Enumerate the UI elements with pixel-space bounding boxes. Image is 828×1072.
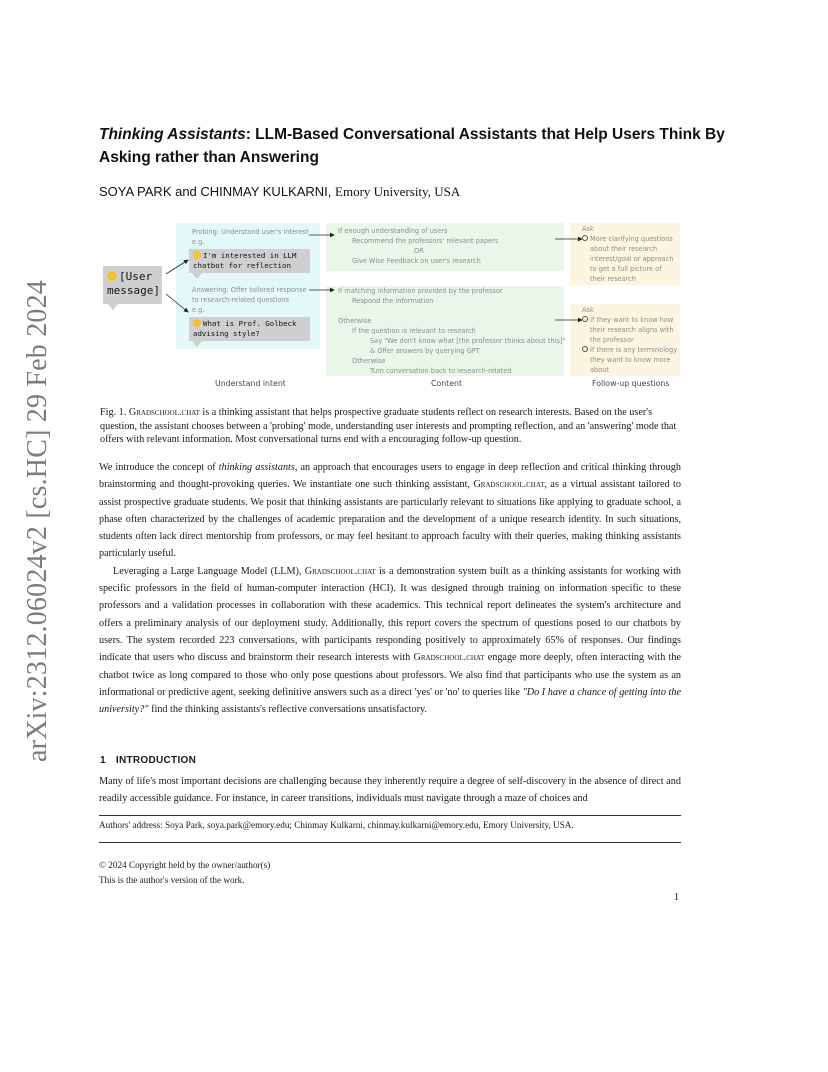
arrow-to-answering — [166, 294, 188, 312]
bullet-icon — [582, 346, 588, 352]
bullet-icon — [582, 316, 588, 322]
section-number: 1 — [100, 755, 106, 766]
arxiv-stamp — [18, 279, 58, 763]
content-b1-4: Give Wise Feedback on user's research — [352, 257, 481, 265]
probing-bubble-tail — [192, 273, 202, 279]
figure-caption — [100, 406, 680, 447]
followup-item-3-line-3: about — [590, 366, 610, 374]
smile-emoji-icon — [193, 251, 201, 259]
followup-item-1-line-3: interest/goal or approach — [590, 255, 674, 263]
followup-ask-2: Ask — [582, 306, 594, 314]
paper-title — [99, 123, 739, 169]
section-heading — [100, 755, 196, 766]
intro-paragraph — [99, 773, 681, 808]
title-rest: : LLM-Based Conversational Assistants that Help Users Think By Asking rather than Answering — [99, 126, 725, 166]
followup-ask-1: Ask — [582, 225, 594, 233]
probing-example-bubble — [189, 249, 310, 273]
user-message-line-1: [User — [119, 270, 153, 283]
followup-item-2-line-1: If they want to know how — [582, 315, 673, 325]
followup-item-1-line-4: to get a full picture of — [590, 265, 662, 273]
caption-text: is a thinking assistant that helps prospective graduate students reflect on research interests. Based on the user's question, the assistant chooses between a 'probing' mode, understanding user interests and prompting reflection, and an 'answering' mode that offers with relevant information. Most conversational turns end with a encouraging follow-up question. — [100, 407, 677, 445]
abstract-paragraph-1: We introduce the concept of thinking assistants, an approach that encourages users to engage in deep reflection and critical thinking through brainstorming and thought-provoking queries. We instantiate one such thinking assistant, Gradschool.chat, as a virtual assistant tailored to assist prospective graduate students. We posit that thinking assistants are particularly relevant to situations like applying to graduate school, a phase often characterized by the challenges of academic preparation and the development of a unique research identity. In such situations, students often lack direct mentorship from professors, or may feel hesitant to approach faculty with their queries, making thinking assistants particularly useful. — [99, 462, 681, 560]
author-affiliation: Emory University, USA — [335, 184, 461, 199]
intro-text: Many of life's most important decisions are challenging because they inherently require a degree of self-discovery in the absence of direct and readily accessible guidance. For instance, in career transitions, individuals must navigate through a maze of choices and — [99, 776, 681, 805]
label-followup: Follow-up questions — [592, 379, 670, 388]
abstract-paragraph-2: Leveraging a Large Language Model (LLM), Gradschool.chat is a demonstration system built as a thinking assistants for working with specific professors in the field of human-computer interaction (HCI). It was designed through training on information specific to these professors and a validation processes in collaboration with these academics. This technical report delineates the system's architecture and offers a preliminary analysis of our deployment study. Additionally, this report covers the spectrum of questions posed to our chatbots by users. The system recorded 223 conversations, with participants responding positively to approximately 65% of responses. Our findings indicate that users who discuss and brainstorm their research interests with Gradschool.chat engage more deeply, often interacting with the chatbot twice as long compared to those who only pose questions about professors. We also find that participants who use the system as an informational or predictive agent, seeking definitive answers such as a direct 'yes' or 'no' to queries like "Do I have a chance of getting into the university?" find the thinking assistants's reflective conversations unsatisfactory. — [99, 565, 681, 716]
followup-item-3-line-1: If there is any terminology — [582, 345, 677, 355]
content-b3-1: Otherwise — [338, 317, 372, 325]
label-understand-intent: Understand intent — [215, 379, 286, 388]
caption-system-name: Gradschool.chat — [128, 407, 200, 418]
content-b3-6: Turn conversation back to research-related — [370, 367, 512, 375]
probing-msg-2: chatbot for reflection — [193, 261, 291, 270]
authors — [99, 184, 460, 200]
content-b1-2: Recommend the professors' relevant papers — [352, 237, 499, 245]
version-text: This is the author's version of the work. — [99, 875, 245, 885]
page-number: 1 — [674, 892, 679, 903]
copyright-text: © 2024 Copyright held by the owner/author(s) — [99, 860, 271, 870]
content-b3-5: Otherwise — [352, 357, 386, 365]
followup-item-3-line-2: they want to know more — [590, 356, 671, 364]
answering-bubble-tail — [192, 341, 202, 347]
arrow-to-probing — [166, 260, 188, 274]
author-names: SOYA PARK and CHINMAY KULKARNI, — [99, 184, 332, 199]
followup-item-1-line-2: about their research — [590, 245, 658, 253]
followup-item-2-line-3: the professor — [590, 336, 634, 344]
arxiv-stamp-text: arXiv:2312.06024v2 [cs.HC] 29 Feb 2024 — [22, 279, 53, 763]
probing-msg-1: I'm interested in LLM — [203, 251, 297, 260]
bullet-icon — [582, 235, 588, 241]
answering-example-bubble — [189, 317, 310, 341]
followup-item-1-line-5: their research — [590, 275, 636, 283]
content-b3-2: If the question is relevant to research — [352, 327, 476, 335]
content-b3-4: & Offer answers by querying GPT — [370, 347, 480, 355]
section-title: INTRODUCTION — [115, 755, 197, 766]
content-b2-2: Respond the information — [352, 297, 434, 305]
answering-heading-2: to research-related questions — [192, 296, 289, 304]
smile-emoji-icon — [193, 319, 201, 327]
abstract — [99, 459, 681, 718]
copyright-rule — [99, 842, 681, 843]
content-b1-3: OR — [414, 247, 424, 255]
content-b3-3: Say "We don't know what [the professor thinks about this]" — [370, 337, 566, 345]
title-italic: Thinking Assistants — [99, 126, 246, 143]
footnote-address: Authors' address: Soya Park, soya.park@emory.edu; Chinmay Kulkarni, chinmay.kulkarni@emory.edu, Emory University, USA. — [99, 820, 574, 830]
user-message-line-2: message] — [107, 284, 160, 297]
footnote-rule — [99, 815, 681, 816]
content-b1-1: If enough understanding of users — [338, 227, 448, 235]
answering-heading-1: Answering: Offer tailored response — [192, 286, 307, 294]
answering-msg-2: advising style? — [193, 329, 260, 338]
probing-eg: e.g. — [192, 238, 205, 246]
label-content: Content — [431, 379, 463, 388]
followup-item-2-line-2: their research aligns with — [590, 326, 674, 334]
figure-1 — [100, 220, 682, 390]
content-b2-1: If matching information provided by the professor — [338, 287, 503, 295]
probing-heading: Probing: Understand user's interest — [192, 228, 309, 236]
answering-msg-1: What is Prof. Golbeck — [203, 319, 297, 328]
followup-item-1-line-1: More clarifying questions — [582, 234, 673, 244]
answering-eg: e.g. — [192, 306, 205, 314]
caption-fig-label: Fig. 1. — [100, 407, 127, 418]
